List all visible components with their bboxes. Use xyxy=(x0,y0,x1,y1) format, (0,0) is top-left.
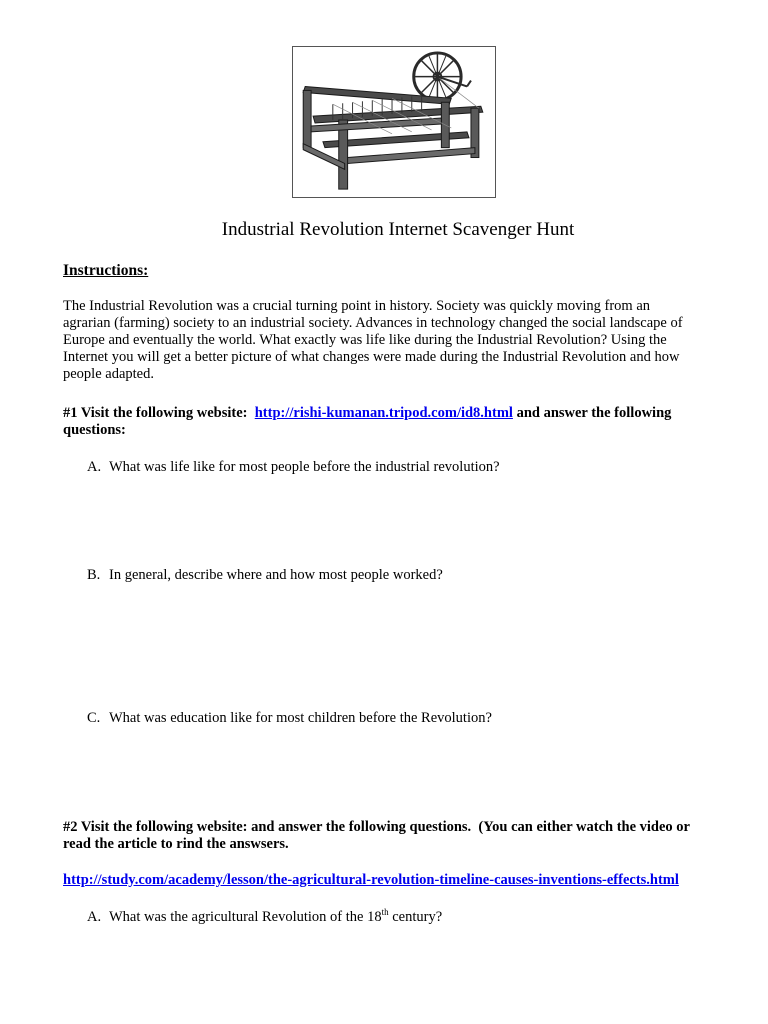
question-2a xyxy=(87,909,442,926)
paragraph-line: agrarian (farming) society to an industrial society. Advances in technology changed the social landscape of xyxy=(63,315,683,331)
section-2-line-1: #2 Visit the following website: and answer the following questions. (You can either watch the video or xyxy=(63,819,690,835)
question-text-after: century? xyxy=(388,909,443,925)
instructions-heading: Instructions: xyxy=(63,262,149,279)
question-letter: C. xyxy=(87,710,101,726)
study-com-link[interactable]: http://study.com/academy/lesson/the-agricultural-revolution-timeline-causes-inventions-effects.html xyxy=(63,872,679,888)
spinning-jenny-illustration xyxy=(293,47,495,197)
question-letter: B. xyxy=(87,567,101,583)
paragraph-line: The Industrial Revolution was a crucial turning point in history. Society was quickly moving from an xyxy=(63,298,651,314)
section-1-line-2: questions: xyxy=(63,422,126,438)
paragraph-line: Internet you will get a better picture of what changes were made during the Industrial Revolution and how xyxy=(63,349,680,365)
question-text: What was education like for most children before the Revolution? xyxy=(109,710,492,726)
paragraph-line: Europe and eventually the world. What exactly was life like during the Industrial Revolution? Using the xyxy=(63,332,667,348)
question-text: In general, describe where and how most people worked? xyxy=(109,567,443,583)
section-1-line-1 xyxy=(63,405,723,422)
page-title: Industrial Revolution Internet Scavenger Hunt xyxy=(221,219,575,240)
question-text-before: What was the agricultural Revolution of the 18 xyxy=(109,909,382,925)
section-2-link-row xyxy=(63,872,723,889)
question-text: What was life like for most people before the industrial revolution? xyxy=(109,459,500,475)
question-letter: A. xyxy=(87,909,102,925)
section-2-prompt xyxy=(63,819,723,853)
section-2-line-2: read the article to rind the answsers. xyxy=(63,836,289,852)
instructions-paragraph xyxy=(63,298,723,383)
question-1b xyxy=(87,567,443,584)
question-1a xyxy=(87,459,500,476)
section-1-prefix: #1 Visit the following website: xyxy=(63,405,255,421)
question-letter: A. xyxy=(87,459,102,475)
section-1-suffix: and answer the following xyxy=(512,405,672,421)
question-1c xyxy=(87,710,492,727)
paragraph-line: people adapted. xyxy=(63,366,154,382)
section-1-prompt xyxy=(63,405,723,439)
spinning-jenny-figure xyxy=(292,46,496,198)
question-superscript: th xyxy=(381,907,389,917)
rishi-kumanan-link[interactable]: http://rishi-kumanan.tripod.com/id8.html xyxy=(254,405,513,421)
